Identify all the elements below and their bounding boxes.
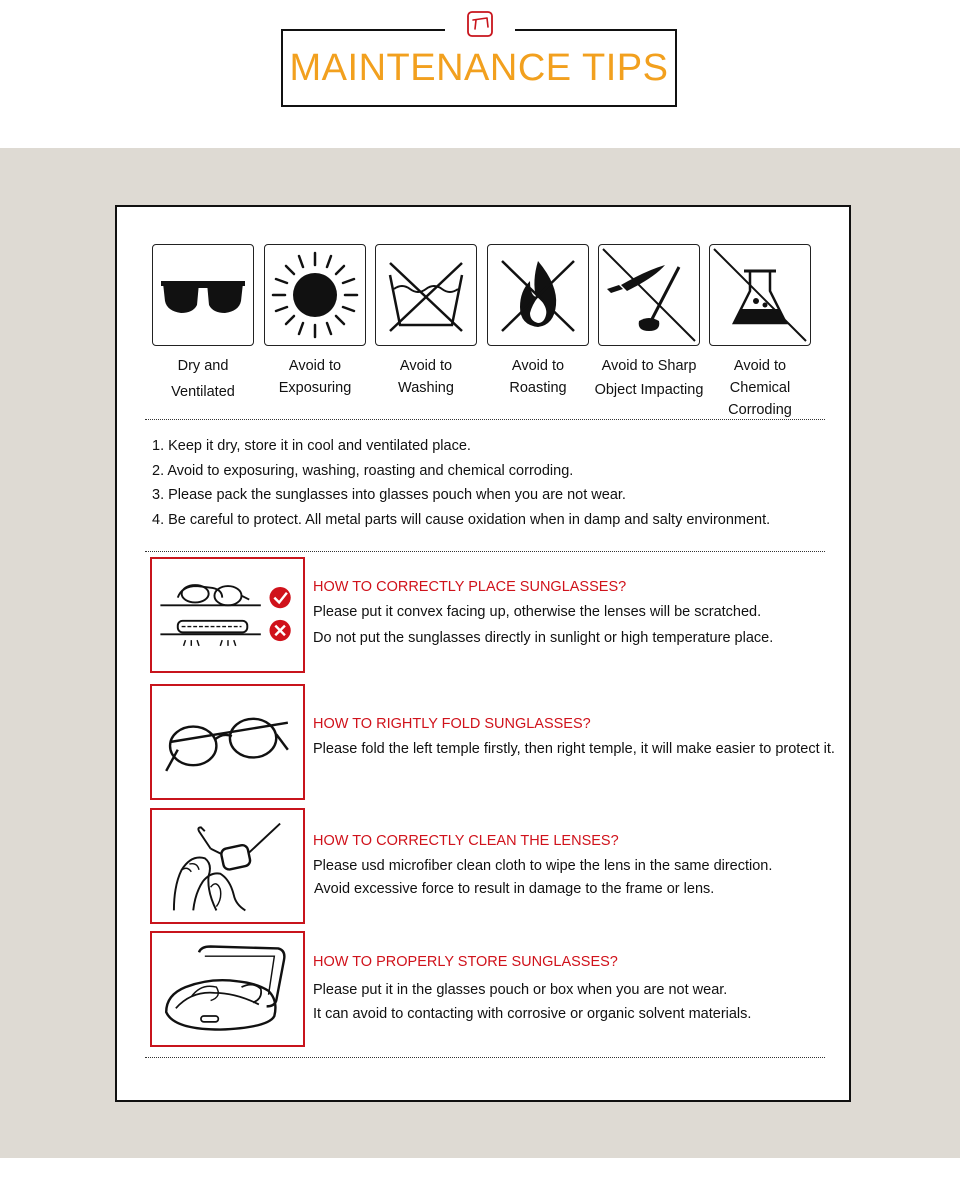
sun-icon: [265, 245, 365, 345]
icon-caption-line2: Washing: [398, 380, 454, 396]
glasses-case-icon: [152, 933, 303, 1045]
fold-illustration: [150, 684, 305, 800]
no-chemical-icon: [710, 245, 810, 345]
icon-caption-line2: Roasting: [509, 380, 567, 396]
tips-list: [152, 434, 832, 532]
icon-cell: [594, 244, 710, 401]
section-line: Avoid excessive force to result in damage to the frame or lens.: [314, 881, 715, 897]
place-sunglasses-icon: [152, 559, 303, 671]
tips-card: [115, 205, 851, 1102]
icon-caption-line1: Avoid to Chemical: [729, 358, 791, 396]
icon-cell: [264, 244, 376, 399]
no-fire-icon: [488, 245, 588, 345]
title-frame: [281, 29, 677, 107]
clean-illustration: [150, 808, 305, 924]
section-heading: HOW TO PROPERLY STORE SUNGLASSES?: [313, 954, 618, 970]
icon-caption-line2: Corroding: [728, 402, 792, 418]
icon-caption-line2: Object Impacting: [594, 382, 704, 398]
sunglasses-icon: [153, 245, 253, 345]
icon-caption-line1: Avoid to: [399, 358, 453, 374]
section-line: Please usd microfiber clean cloth to wipe the lens in the same direction.: [313, 858, 773, 874]
icon-caption-line1: Dry and: [177, 358, 229, 374]
tip-item: 3. Please pack the sunglasses into glasses pouch when you are not wear.: [152, 487, 626, 503]
sunglasses-logo-icon: [466, 10, 494, 38]
icon-caption-line1: Avoid to: [288, 358, 342, 374]
section-line: Please fold the left temple firstly, then right temple, it will make easier to protect it.: [313, 741, 835, 757]
icon-row: [152, 244, 822, 418]
cleaning-hands-icon: [152, 810, 303, 922]
section-line: Please put it convex facing up, otherwise the lenses will be scratched.: [313, 604, 762, 620]
icon-caption-line1: Avoid to Sharp: [601, 358, 697, 374]
page-title: MAINTENANCE TIPS: [289, 46, 669, 89]
section-line: It can avoid to contacting with corrosive or organic solvent materials.: [313, 1006, 752, 1022]
page-footer: [0, 1158, 960, 1198]
dotted-divider: [145, 419, 825, 420]
icon-caption-line1: Avoid to: [511, 358, 565, 374]
store-illustration: [150, 931, 305, 1047]
icon-caption-line2: Exposuring: [278, 380, 352, 396]
dotted-divider: [145, 551, 825, 552]
icon-caption-line2: Ventilated: [171, 384, 235, 400]
no-sharp-object-icon: [599, 245, 699, 345]
section-heading: HOW TO CORRECTLY CLEAN THE LENSES?: [313, 833, 619, 849]
icon-cell: [375, 244, 487, 399]
icon-cell: [152, 244, 264, 403]
icon-cell: [709, 244, 821, 421]
dotted-divider: [145, 1057, 825, 1058]
tip-item: 1. Keep it dry, store it in cool and ventilated place.: [152, 438, 471, 454]
tip-item: 2. Avoid to exposuring, washing, roasting and chemical corroding.: [152, 462, 574, 479]
section-heading: HOW TO RIGHTLY FOLD SUNGLASSES?: [313, 716, 591, 732]
section-line: Please put it in the glasses pouch or box when you are not wear.: [313, 982, 728, 998]
folded-glasses-icon: [152, 686, 303, 798]
page-header: [0, 0, 960, 148]
tip-item: 4. Be careful to protect. All metal parts will cause oxidation when in damp and salty environment.: [152, 511, 771, 528]
place-illustration: [150, 557, 305, 673]
section-line: Do not put the sunglasses directly in sunlight or high temperature place.: [313, 630, 774, 646]
section-heading: HOW TO CORRECTLY PLACE SUNGLASSES?: [313, 579, 627, 595]
icon-cell: [487, 244, 599, 399]
no-washing-icon: [376, 245, 476, 345]
